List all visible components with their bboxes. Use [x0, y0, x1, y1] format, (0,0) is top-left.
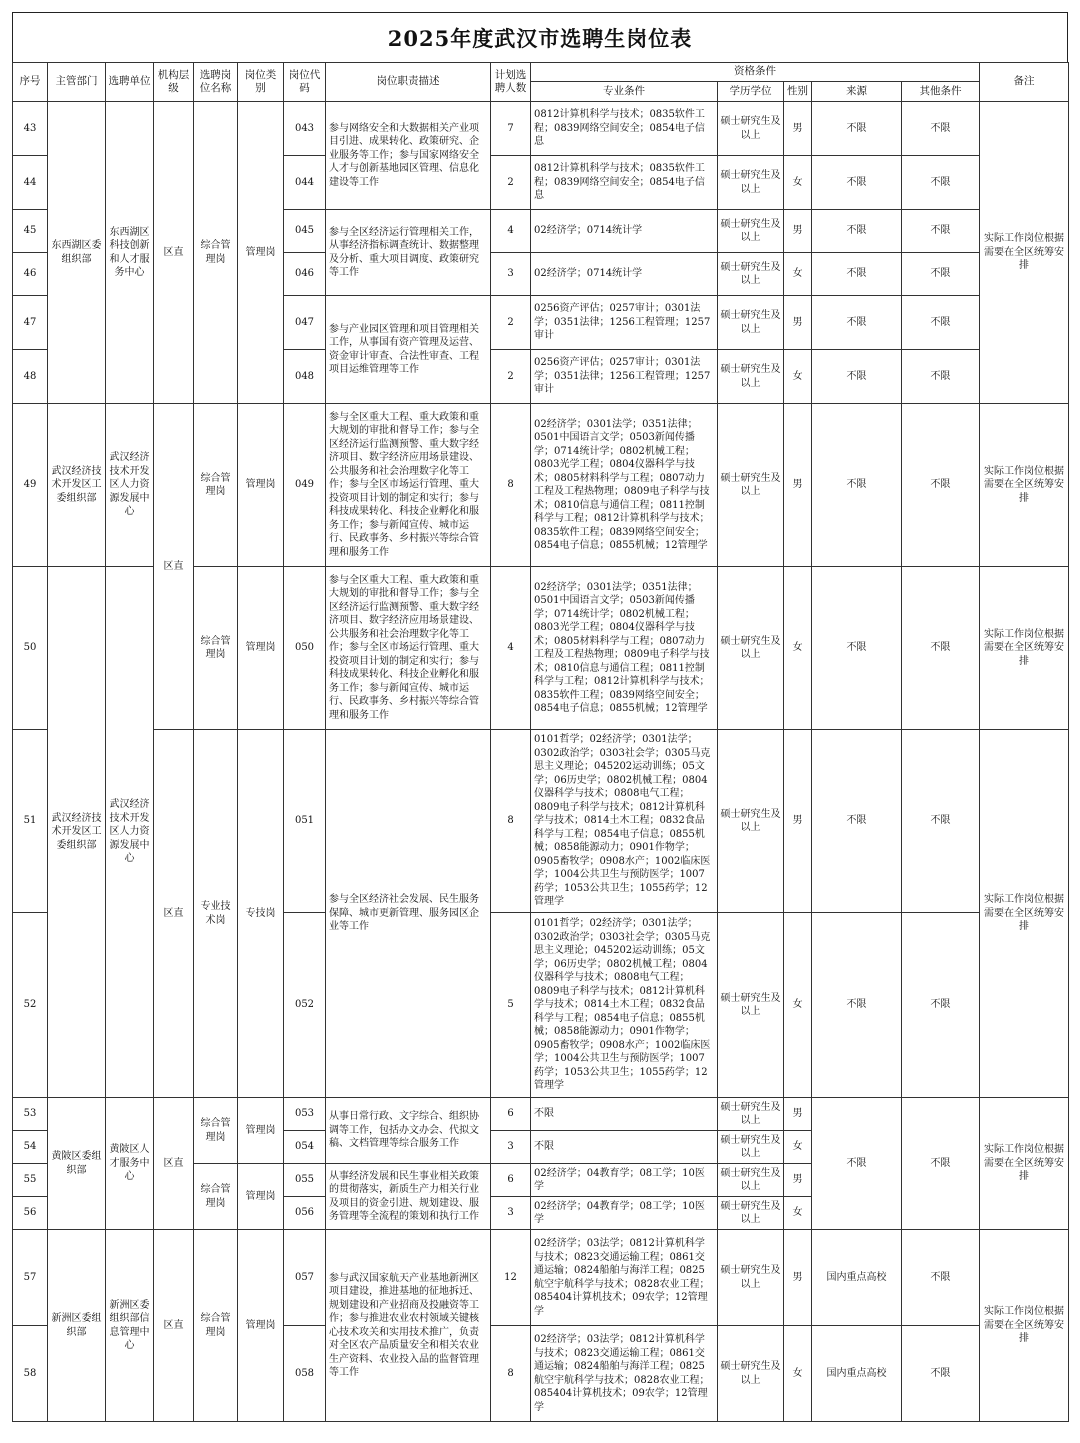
unit-cell: 武汉经济技术开发区人力资源发展中心 — [106, 404, 154, 567]
edu-cell: 硕士研究生及以上 — [718, 1230, 784, 1326]
code-cell: 044 — [284, 156, 326, 210]
major-cell: 02经济学；0301法学；0351法律；0501中国语言文学；0503新闻传播学；0714统计学；0802机械工程；0803光学工程；0804仪器科学与技术；0805材料科学与工程；0807动力工程及工程热物理；0809电子科学与技术；0810信息与通信工程；0811控制科学与工程；0812计算机科学与技术；0835软件工程；0839网络空间安全；0854电子信息；0855机械；12管理学 — [531, 404, 718, 567]
major-cell: 02经济学；04教育学；08工学；10医学 — [531, 1164, 718, 1197]
post-type-cell: 管理岗 — [238, 102, 284, 404]
edu-cell: 硕士研究生及以上 — [718, 156, 784, 210]
plan-cell: 5 — [491, 913, 531, 1098]
plan-cell: 8 — [491, 1326, 531, 1422]
table-row — [13, 1230, 1069, 1326]
header-gender: 性别 — [784, 82, 812, 102]
seq-cell: 53 — [13, 1098, 48, 1131]
remark-cell: 实际工作岗位根据需要在全区统筹安排 — [980, 730, 1069, 1098]
header-post-name: 选聘岗位名称 — [194, 63, 238, 102]
unit-cell: 新洲区委组织部信息管理中心 — [106, 1230, 154, 1422]
header-edu: 学历学位 — [718, 82, 784, 102]
seq-cell: 57 — [13, 1230, 48, 1326]
duty-cell: 参与产业园区管理和项目管理相关工作，从事国有资产管理及运营、资金审计审查、合法性审查、工程项目运维管理等工作 — [326, 296, 491, 404]
code-cell: 043 — [284, 102, 326, 156]
source-cell: 不限 — [812, 350, 902, 404]
code-cell: 048 — [284, 350, 326, 404]
seq-cell: 52 — [13, 913, 48, 1098]
edu-cell: 硕士研究生及以上 — [718, 1164, 784, 1197]
plan-cell: 8 — [491, 730, 531, 913]
duty-cell: 参与网络安全和大数据相关产业项目引进、成果转化、政策研究、企业服务等工作；参与国家网络安全人才与创新基地园区管理、信息化建设等工作 — [326, 102, 491, 210]
edu-cell: 硕士研究生及以上 — [718, 1326, 784, 1422]
source-cell: 不限 — [812, 913, 902, 1098]
major-cell: 02经济学；0301法学；0351法律；0501中国语言文学；0503新闻传播学；0714统计学；0802机械工程；0803光学工程；0804仪器科学与技术；0805材料科学与工程；0807动力工程及工程热物理；0809电子科学与技术；0810信息与通信工程；0811控制科学与工程；0812计算机科学与技术；0835软件工程；0839网络空间安全；0854电子信息；0855机械；12管理学 — [531, 567, 718, 730]
edu-cell: 硕士研究生及以上 — [718, 1131, 784, 1164]
gender-cell: 男 — [784, 1230, 812, 1326]
code-cell: 056 — [284, 1197, 326, 1230]
gender-cell: 男 — [784, 1164, 812, 1197]
other-cell: 不限 — [902, 350, 980, 404]
gender-cell: 女 — [784, 350, 812, 404]
source-cell: 不限 — [812, 567, 902, 730]
level-cell: 区直 — [154, 1098, 194, 1230]
post-name-cell: 综合管理岗 — [194, 1164, 238, 1230]
plan-cell: 12 — [491, 1230, 531, 1326]
gender-cell: 男 — [784, 1098, 812, 1131]
dept-cell: 武汉经济技术开发区工委组织部 — [48, 567, 106, 1098]
edu-cell: 硕士研究生及以上 — [718, 567, 784, 730]
code-cell: 050 — [284, 567, 326, 730]
gender-cell: 男 — [784, 404, 812, 567]
header-other: 其他条件 — [902, 82, 980, 102]
plan-cell: 2 — [491, 156, 531, 210]
major-cell: 02经济学；03法学；0812计算机科学与技术；0823交通运输工程；0861交通运输；0824船舶与海洋工程；0825航空宇航科学与技术；0828农业工程；085404计算机技术；09农学；12管理学 — [531, 1230, 718, 1326]
source-cell: 不限 — [812, 730, 902, 913]
post-type-cell: 管理岗 — [238, 1164, 284, 1230]
other-cell: 不限 — [902, 253, 980, 296]
remark-cell: 实际工作岗位根据需要在全区统筹安排 — [980, 1098, 1069, 1230]
seq-cell: 55 — [13, 1164, 48, 1197]
code-cell: 058 — [284, 1326, 326, 1422]
dept-cell: 新洲区委组织部 — [48, 1230, 106, 1422]
header-seq: 序号 — [13, 63, 48, 102]
other-cell: 不限 — [902, 730, 980, 913]
gender-cell: 男 — [784, 730, 812, 913]
edu-cell: 硕士研究生及以上 — [718, 253, 784, 296]
plan-cell: 6 — [491, 1164, 531, 1197]
major-cell: 0812计算机科学与技术；0835软件工程；0839网络空间安全；0854电子信息 — [531, 102, 718, 156]
plan-cell: 3 — [491, 253, 531, 296]
major-cell: 0101哲学；02经济学；0301法学；0302政治学；0303社会学；0305马克思主义理论；045202运动训练；05文学；06历史学；0802机械工程；0804仪器科学与技术；0808电气工程；0809电子科学与技术；0812计算机科学与技术；0814土木工程；0832食品科学与工程；0854电子信息；0855机械；0858能源动力；0901作物学；0905畜牧学；0908水产；1002临床医学；1004公共卫生与预防医学；1007药学；1053公共卫生；1055药学；12管理学 — [531, 730, 718, 913]
seq-cell: 54 — [13, 1131, 48, 1164]
level-cell: 区直 — [154, 102, 194, 404]
page-title: 2025年度武汉市选聘生岗位表 — [12, 12, 1068, 62]
duty-cell: 参与全区经济运行管理相关工作，从事经济指标调查统计、数据整理及分析、重大项目调度、政策研究等工作 — [326, 210, 491, 296]
dept-cell: 武汉经济技术开发区工委组织部 — [48, 404, 106, 567]
code-cell: 047 — [284, 296, 326, 350]
header-qualifications: 资格条件 — [531, 63, 980, 82]
source-cell: 不限 — [812, 296, 902, 350]
header-post-type: 岗位类别 — [238, 63, 284, 102]
plan-cell: 4 — [491, 210, 531, 253]
seq-cell: 46 — [13, 253, 48, 296]
header-level: 机构层级 — [154, 63, 194, 102]
code-cell: 054 — [284, 1131, 326, 1164]
post-type-cell: 管理岗 — [238, 1098, 284, 1164]
post-type-cell: 专技岗 — [238, 730, 284, 1098]
dept-cell: 黄陂区委组织部 — [48, 1098, 106, 1230]
seq-cell: 51 — [13, 730, 48, 913]
edu-cell: 硕士研究生及以上 — [718, 404, 784, 567]
header-remark: 备注 — [980, 63, 1069, 102]
header-dept: 主管部门 — [48, 63, 106, 102]
other-cell: 不限 — [902, 1098, 980, 1230]
header-major: 专业条件 — [531, 82, 718, 102]
edu-cell: 硕士研究生及以上 — [718, 350, 784, 404]
unit-cell: 东西湖区科技创新和人才服务中心 — [106, 102, 154, 404]
gender-cell: 男 — [784, 210, 812, 253]
post-name-cell: 专业技术岗 — [194, 730, 238, 1098]
major-cell: 02经济学；04教育学；08工学；10医学 — [531, 1197, 718, 1230]
duty-cell: 参与全区重大工程、重大政策和重大规划的审批和督导工作；参与全区经济运行监测预警、重大数字经济项目、数字经济应用场景建设、公共服务和社会治理数字化等工作；参与全区市场运行管理、重大投资项目计划的制定和实行；参与科技成果转化、科技企业孵化和服务工作；参与新闻宣传、城市运行、民政事务、乡村振兴等综合管理和服务工作 — [326, 404, 491, 567]
seq-cell: 56 — [13, 1197, 48, 1230]
seq-cell: 49 — [13, 404, 48, 567]
gender-cell: 女 — [784, 567, 812, 730]
gender-cell: 女 — [784, 1131, 812, 1164]
duty-cell: 从事经济发展和民生事业相关政策的贯彻落实，新质生产力相关行业及项目的资金引进、规划建设、服务管理等全流程的策划和执行工作 — [326, 1164, 491, 1230]
source-cell: 不限 — [812, 156, 902, 210]
other-cell: 不限 — [902, 102, 980, 156]
seq-cell: 45 — [13, 210, 48, 253]
header-unit: 选聘单位 — [106, 63, 154, 102]
unit-cell: 黄陂区人才服务中心 — [106, 1098, 154, 1230]
source-cell: 不限 — [812, 1098, 902, 1230]
major-cell: 不限 — [531, 1131, 718, 1164]
plan-cell: 8 — [491, 404, 531, 567]
remark-cell: 实际工作岗位根据需要在全区统筹安排 — [980, 567, 1069, 730]
major-cell: 02经济学；03法学；0812计算机科学与技术；0823交通运输工程；0861交通运输；0824船舶与海洋工程；0825航空宇航科学与技术；0828农业工程；085404计算机技术；09农学；12管理学 — [531, 1326, 718, 1422]
plan-cell: 3 — [491, 1197, 531, 1230]
post-name-cell: 综合管理岗 — [194, 1230, 238, 1422]
code-cell: 045 — [284, 210, 326, 253]
remark-cell: 实际工作岗位根据需要在全区统筹安排 — [980, 1230, 1069, 1422]
table-row — [13, 1098, 1069, 1131]
source-cell: 不限 — [812, 404, 902, 567]
header-duty: 岗位职责描述 — [326, 63, 491, 102]
code-cell: 051 — [284, 730, 326, 913]
code-cell: 055 — [284, 1164, 326, 1197]
major-cell: 02经济学；0714统计学 — [531, 253, 718, 296]
post-name-cell: 综合管理岗 — [194, 567, 238, 730]
duty-cell: 参与全区重大工程、重大政策和重大规划的审批和督导工作；参与全区经济运行监测预警、重大数字经济项目、数字经济应用场景建设、公共服务和社会治理数字化等工作；参与全区市场运行管理、重大投资项目计划的制定和实行；参与科技成果转化、科技企业孵化和服务工作；参与新闻宣传、城市运行、民政事务、乡村振兴等综合管理和服务工作 — [326, 567, 491, 730]
gender-cell: 男 — [784, 102, 812, 156]
major-cell: 0256资产评估；0257审计；0301法学；0351法律；1256工程管理；1257审计 — [531, 350, 718, 404]
other-cell: 不限 — [902, 210, 980, 253]
seq-cell: 43 — [13, 102, 48, 156]
unit-cell: 武汉经济技术开发区人力资源发展中心 — [106, 567, 154, 1098]
header-code: 岗位代码 — [284, 63, 326, 102]
gender-cell: 女 — [784, 1326, 812, 1422]
seq-cell: 47 — [13, 296, 48, 350]
code-cell: 049 — [284, 404, 326, 567]
edu-cell: 硕士研究生及以上 — [718, 102, 784, 156]
other-cell: 不限 — [902, 156, 980, 210]
major-cell: 02经济学；0714统计学 — [531, 210, 718, 253]
position-table — [12, 62, 1069, 1422]
source-cell: 国内重点高校 — [812, 1326, 902, 1422]
seq-cell: 50 — [13, 567, 48, 730]
dept-cell: 东西湖区委组织部 — [48, 102, 106, 404]
plan-cell: 7 — [491, 102, 531, 156]
other-cell: 不限 — [902, 296, 980, 350]
header-source: 来源 — [812, 82, 902, 102]
edu-cell: 硕士研究生及以上 — [718, 1098, 784, 1131]
duty-cell: 参与武汉国家航天产业基地新洲区项目建设，推进基地的征地拆迁、规划建设和产业招商及投融资等工作；参与推进农业农村领域关键核心技术攻关和实用技术推广，负责对全区农产品质量安全和相关农业生产资料、农业投入品的监督管理等工作 — [326, 1230, 491, 1422]
code-cell: 053 — [284, 1098, 326, 1131]
major-cell: 不限 — [531, 1098, 718, 1131]
seq-cell: 44 — [13, 156, 48, 210]
edu-cell: 硕士研究生及以上 — [718, 730, 784, 913]
remark-cell: 实际工作岗位根据需要在全区统筹安排 — [980, 102, 1069, 404]
gender-cell: 女 — [784, 253, 812, 296]
gender-cell: 女 — [784, 1197, 812, 1230]
post-name-cell: 综合管理岗 — [194, 1098, 238, 1164]
level-cell: 区直 — [154, 404, 194, 730]
remark-cell: 实际工作岗位根据需要在全区统筹安排 — [980, 404, 1069, 567]
duty-cell: 从事日常行政、文字综合、组织协调等工作，包括办文办会、代拟文稿、文档管理等综合服务工作 — [326, 1098, 491, 1164]
gender-cell: 女 — [784, 156, 812, 210]
plan-cell: 2 — [491, 296, 531, 350]
post-name-cell: 综合管理岗 — [194, 404, 238, 567]
edu-cell: 硕士研究生及以上 — [718, 913, 784, 1098]
post-type-cell: 管理岗 — [238, 404, 284, 567]
source-cell: 不限 — [812, 210, 902, 253]
gender-cell: 女 — [784, 913, 812, 1098]
edu-cell: 硕士研究生及以上 — [718, 210, 784, 253]
post-type-cell: 管理岗 — [238, 567, 284, 730]
code-cell: 052 — [284, 913, 326, 1098]
post-type-cell: 管理岗 — [238, 1230, 284, 1422]
major-cell: 0101哲学；02经济学；0301法学；0302政治学；0303社会学；0305马克思主义理论；045202运动训练；05文学；06历史学；0802机械工程；0804仪器科学与技术；0808电气工程；0809电子科学与技术；0812计算机科学与技术；0814土木工程；0832食品科学与工程；0854电子信息；0855机械；0858能源动力；0901作物学；0905畜牧学；0908水产；1002临床医学；1004公共卫生与预防医学；1007药学；1053公共卫生；1055药学；12管理学 — [531, 913, 718, 1098]
other-cell: 不限 — [902, 1230, 980, 1326]
post-name-cell: 综合管理岗 — [194, 102, 238, 404]
table-row — [13, 102, 1069, 156]
seq-cell: 58 — [13, 1326, 48, 1422]
level-cell: 区直 — [154, 1230, 194, 1422]
plan-cell: 4 — [491, 567, 531, 730]
plan-cell: 6 — [491, 1098, 531, 1131]
edu-cell: 硕士研究生及以上 — [718, 1197, 784, 1230]
major-cell: 0256资产评估；0257审计；0301法学；0351法律；1256工程管理；1257审计 — [531, 296, 718, 350]
duty-cell: 参与全区经济社会发展、民生服务保障、城市更新管理、服务园区企业等工作 — [326, 730, 491, 1098]
other-cell: 不限 — [902, 404, 980, 567]
source-cell: 国内重点高校 — [812, 1230, 902, 1326]
seq-cell: 48 — [13, 350, 48, 404]
major-cell: 0812计算机科学与技术；0835软件工程；0839网络空间安全；0854电子信息 — [531, 156, 718, 210]
source-cell: 不限 — [812, 102, 902, 156]
plan-cell: 2 — [491, 350, 531, 404]
edu-cell: 硕士研究生及以上 — [718, 296, 784, 350]
other-cell: 不限 — [902, 567, 980, 730]
code-cell: 057 — [284, 1230, 326, 1326]
code-cell: 046 — [284, 253, 326, 296]
other-cell: 不限 — [902, 1326, 980, 1422]
table-row — [13, 730, 1069, 913]
gender-cell: 男 — [784, 296, 812, 350]
plan-cell: 3 — [491, 1131, 531, 1164]
table-row — [13, 404, 1069, 567]
level-cell: 区直 — [154, 730, 194, 1098]
source-cell: 不限 — [812, 253, 902, 296]
position-table-sheet — [12, 12, 1068, 1422]
other-cell: 不限 — [902, 913, 980, 1098]
header-plan: 计划选聘人数 — [491, 63, 531, 102]
